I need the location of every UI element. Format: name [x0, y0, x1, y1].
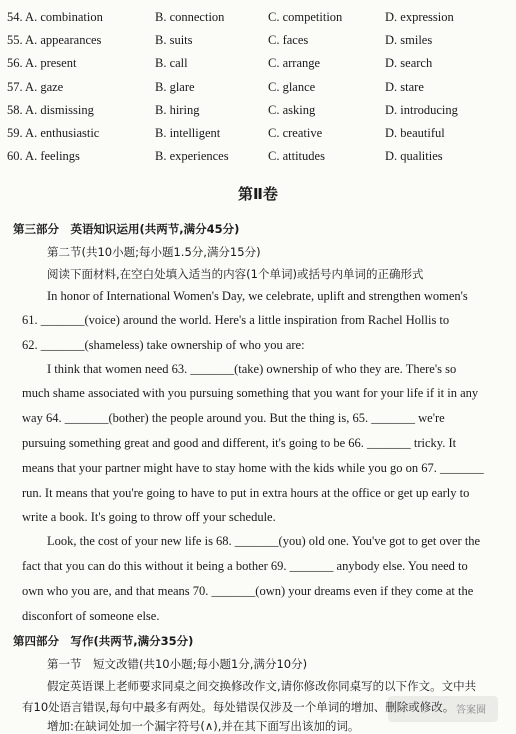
option-c: C. asking: [268, 103, 316, 117]
passage-line: means that your partner might have to stay home with the kids while you go on 67. _______: [22, 461, 484, 475]
part4-title: 第四部分 写作(共两节,满分35分): [13, 634, 194, 648]
passage-line: run. It means that you're going to have to put in extra hours at the office or get up early to: [22, 486, 470, 500]
mc-row: [0, 80, 516, 102]
passage-line: own who you are, and that means 70. _______(own) your dreams even if they come at the: [22, 584, 474, 598]
mc-row: [0, 10, 516, 32]
section2-title: 第二节(共10小题;每小题1.5分,满分15分): [47, 245, 261, 259]
option-a: 59. A. enthusiastic: [7, 126, 100, 140]
option-a: 58. A. dismissing: [7, 103, 94, 117]
passage-line: way 64. _______(bother) the people around you. But the thing is, 65. _______ we're: [22, 411, 445, 425]
section1-title: 第一节 短文改错(共10小题;每小题1分,满分10分): [47, 657, 308, 671]
mc-row: [0, 126, 516, 148]
option-c: C. attitudes: [268, 149, 325, 163]
passage-line: Look, the cost of your new life is 68. _______(you) old one. You've got to get over the: [47, 534, 481, 548]
volume-title: 第Ⅱ卷: [238, 185, 278, 203]
part4-line: 假定英语课上老师要求同桌之间交换修改作文,请你修改你同桌写的以下作文。文中共: [47, 679, 477, 693]
option-d: D. expression: [385, 10, 454, 24]
option-c: C. glance: [268, 80, 316, 94]
mc-row: [0, 33, 516, 55]
option-b: B. intelligent: [155, 126, 221, 140]
option-c: C. competition: [268, 10, 343, 24]
passage-line: much shame associated with you pursuing something that you want for your life if it in any: [22, 386, 479, 400]
passage-line: In honor of International Women's Day, we celebrate, uplift and strengthen women's: [47, 289, 468, 303]
option-d: D. introducing: [385, 103, 458, 117]
option-b: B. experiences: [155, 149, 229, 163]
option-d: D. stare: [385, 80, 424, 94]
mc-row: [0, 149, 516, 171]
option-d: D. search: [385, 56, 433, 70]
option-d: D. beautiful: [385, 126, 445, 140]
option-b: B. call: [155, 56, 188, 70]
option-b: B. glare: [155, 80, 195, 94]
option-b: B. hiring: [155, 103, 200, 117]
passage-line: 62. _______(shameless) take ownership of who you are:: [22, 338, 305, 352]
option-c: C. faces: [268, 33, 309, 47]
passage-line: write a book. It's going to throw off your schedule.: [22, 510, 276, 524]
part4-line: 有10处语言错误,每句中最多有两处。每处错误仅涉及一个单词的增加、删除或修改。: [22, 700, 455, 714]
option-a: 60. A. feelings: [7, 149, 80, 163]
passage-line: fact that you can do this without it being a bother 69. _______ anybody else. You need to: [22, 559, 468, 573]
option-a: 57. A. gaze: [7, 80, 64, 94]
passage-line: disconfort of someone else.: [22, 609, 160, 623]
part3-title: 第三部分 英语知识运用(共两节,满分45分): [13, 222, 240, 236]
mc-row: [0, 103, 516, 125]
passage-line: pursuing something great and good and different, it's going to be 66. _______ tricky. It: [22, 436, 457, 450]
passage-line: I think that women need 63. _______(take) ownership of who they are. There's so: [47, 362, 457, 376]
option-c: C. creative: [268, 126, 323, 140]
option-b: B. connection: [155, 10, 225, 24]
option-d: D. smiles: [385, 33, 433, 47]
passage-line: 61. _______(voice) around the world. Here's a little inspiration from Rachel Hollis to: [22, 313, 450, 327]
option-b: B. suits: [155, 33, 193, 47]
watermark-text: 答案圈: [456, 705, 486, 716]
instruction: 阅读下面材料,在空白处填入适当的内容(1个单词)或括号内单词的正确形式: [47, 267, 424, 281]
option-a: 56. A. present: [7, 56, 77, 70]
part4-line: 增加:在缺词处加一个漏字符号(∧),并在其下面写出该加的词。: [47, 719, 360, 733]
mc-row: [0, 56, 516, 78]
option-c: C. arrange: [268, 56, 321, 70]
option-a: 55. A. appearances: [7, 33, 102, 47]
option-a: 54. A. combination: [7, 10, 103, 24]
option-d: D. qualities: [385, 149, 443, 163]
